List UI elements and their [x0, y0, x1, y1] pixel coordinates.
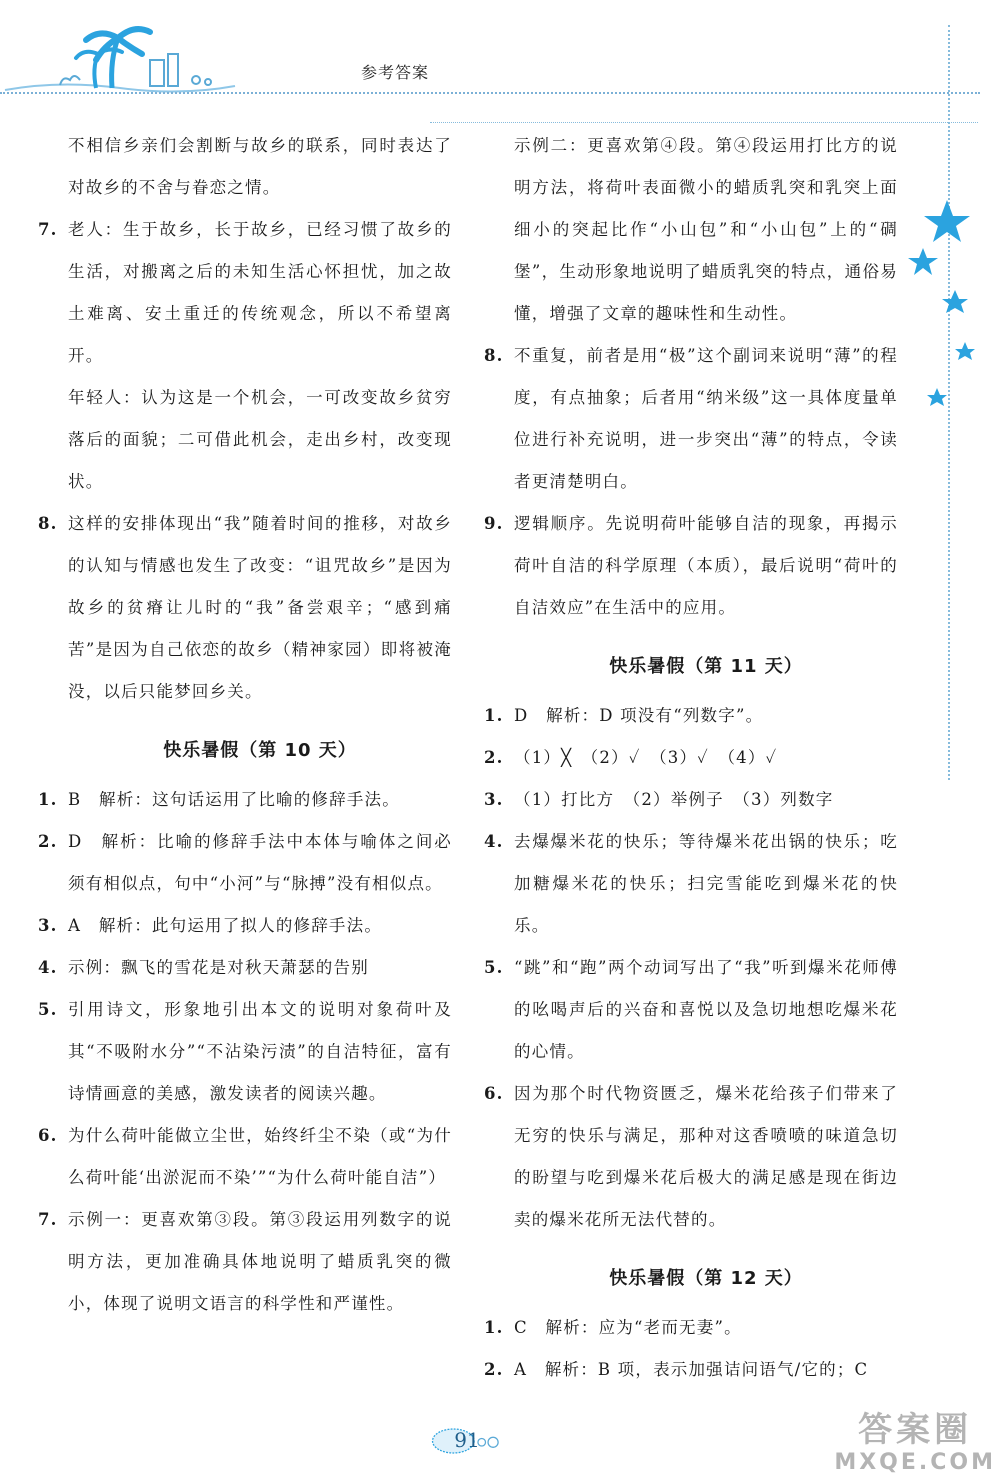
item-number: 1.: [484, 1318, 504, 1337]
item-number: 1.: [38, 790, 58, 809]
answer-item: 8. 这样的安排体现出“我”随着时间的推移，对故乡的认知与情感也发生了改变：“诅咒故乡”是因为故乡的贫瘠让儿时的“我”备尝艰辛；“感到痛苦”是因为自己依恋的故乡（精神家园）即将被淹没，以后只能梦回乡关。: [68, 503, 452, 713]
item-number: 7.: [38, 220, 58, 239]
item-number: 5.: [484, 958, 504, 977]
item-number: 2.: [38, 832, 58, 851]
answer-item: 7. 老人：生于故乡，长于故乡，已经习惯了故乡的生活，对搬离之后的未知生活心怀担忧，加之故土难离、安土重迁的传统观念，所以不希望离开。: [68, 209, 452, 377]
section-heading: 快乐暑假（第 10 天）: [163, 740, 357, 761]
answer-item: 9. 逻辑顺序。先说明荷叶能够自洁的现象，再揭示荷叶自洁的科学原理（本质），最后说明“荷叶的自洁效应”在生活中的应用。: [514, 503, 898, 629]
answer-item: 4. 去爆爆米花的快乐；等待爆米花出锅的快乐；吃加糖爆米花的快乐；扫完雪能吃到爆米花的快乐。: [514, 821, 898, 947]
item-number: 2.: [484, 1360, 504, 1379]
header-divider-secondary: [430, 122, 978, 123]
page-number: 91: [454, 1428, 480, 1452]
answer-item: 6. 为什么荷叶能做立尘世，始终纤尘不染（或“为什么荷叶能‘出淤泥而不染’”“为什么荷叶能自洁”）: [68, 1115, 452, 1199]
item-number: 6.: [484, 1084, 504, 1103]
header-title: 参考答案: [360, 63, 429, 82]
answer-paragraph: 年轻人：认为这是一个机会，一可改变故乡贫穷落后的面貌；二可借此机会，走出乡村，改变现状。: [68, 388, 452, 491]
item-number: 8.: [38, 514, 58, 533]
item-number: 7.: [38, 1210, 58, 1229]
item-number: 9.: [484, 514, 504, 533]
left-column: [38, 125, 452, 1325]
header-divider: [0, 92, 980, 94]
answer-item: 2. D 解析：比喻的修辞手法中本体与喻体之间必须有相似点，句中“小河”与“脉搏”没有相似点。: [68, 821, 452, 905]
answer-item: 8. 不重复，前者是用“极”这个副词来说明“薄”的程度，有点抽象；后者用“纳米级”这一具体度量单位进行补充说明，进一步突出“薄”的特点，令读者更清楚明白。: [514, 335, 898, 503]
item-number: 3.: [38, 916, 58, 935]
palm-tree-illustration: [0, 20, 240, 100]
item-number: 6.: [38, 1126, 58, 1145]
watermark-text: 答案圈: [858, 1410, 973, 1450]
answer-item: 7. 示例一：更喜欢第③段。第③段运用列数字的说明方法，更加准确具体地说明了蜡质乳突的微小，体现了说明文语言的科学性和严谨性。: [68, 1199, 452, 1325]
item-number: 4.: [38, 958, 58, 977]
answer-item: 6. 因为那个时代物资匮乏，爆米花给孩子们带来了无穷的快乐与满足，那种对这香喷喷的味道急切的盼望与吃到爆米花后极大的满足感是现在街边卖的爆米花所无法代替的。: [514, 1073, 898, 1241]
answer-paragraph: 示例二：更喜欢第④段。第④段运用打比方的说明方法，将荷叶表面微小的蜡质乳突和乳突上面细小的突起比作“小山包”和“小山包”上的“碉堡”，生动形象地说明了蜡质乳突的特点，通俗易懂，增强了文章的趣味性和生动性。: [514, 136, 898, 323]
item-number: 4.: [484, 832, 504, 851]
answer-item: 3. A 解析：此句运用了拟人的修辞手法。: [68, 905, 452, 947]
answer-item: 5. “跳”和“跑”两个动词写出了“我”听到爆米花师傅的吆喝声后的兴奋和喜悦以及急切地想吃爆米花的心情。: [514, 947, 898, 1073]
right-column: [484, 125, 898, 1391]
watermark: [834, 1410, 996, 1476]
answer-item: 5. 引用诗文，形象地引出本文的说明对象荷叶及其“不吸附水分”“不沾染污渍”的自洁特征，富有诗情画意的美感，激发读者的阅读兴趣。: [68, 989, 452, 1115]
answer-item: 2. A 解析：B 项，表示加强诘问语气/它的；C: [514, 1349, 898, 1391]
answer-item: 2. （1）╳ （2）✓ （3）✓ （4）✓: [514, 737, 898, 779]
answer-item: 4. 示例：飘飞的雪花是对秋天萧瑟的告别: [68, 947, 452, 989]
item-number: 8.: [484, 346, 504, 365]
answer-item: 1. B 解析：这句话运用了比喻的修辞手法。: [68, 779, 452, 821]
item-number: 5.: [38, 1000, 58, 1019]
item-number: 1.: [484, 706, 504, 725]
section-heading: 快乐暑假（第 11 天）: [609, 656, 803, 677]
answer-item: 1. C 解析：应为“老而无妻”。: [514, 1307, 898, 1349]
watermark-url: MXQE.COM: [834, 1450, 996, 1475]
star-icon: [905, 190, 975, 430]
item-number: 2.: [484, 748, 504, 767]
answer-item: 1. D 解析：D 项没有“列数字”。: [514, 695, 898, 737]
answer-item: 3. （1）打比方 （2）举例子 （3）列数字: [514, 779, 898, 821]
item-number: 3.: [484, 790, 504, 809]
section-heading: 快乐暑假（第 12 天）: [609, 1268, 803, 1289]
answer-paragraph: 不相信乡亲们会割断与故乡的联系，同时表达了对故乡的不舍与眷恋之情。: [68, 136, 452, 197]
